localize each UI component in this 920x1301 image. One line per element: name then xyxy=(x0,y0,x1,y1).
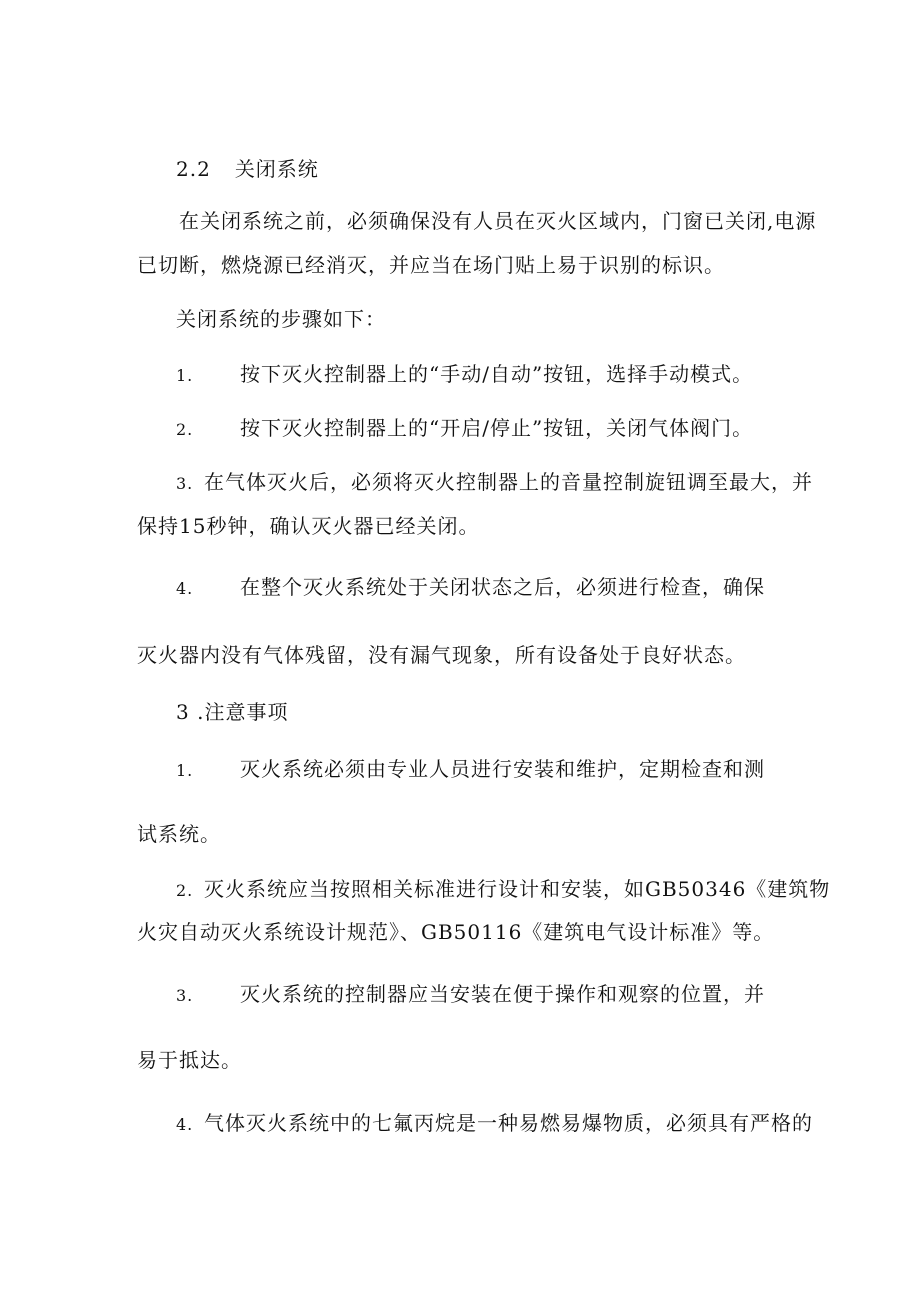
list-item xyxy=(176,876,830,904)
list-item xyxy=(176,415,753,443)
list-item xyxy=(176,756,765,784)
list-number: 3. xyxy=(176,986,194,1005)
list-item xyxy=(176,981,765,1009)
list-number: 4. xyxy=(176,1115,194,1134)
list-text: 按下灭火控制器上的“手动/自动”按钮，选择手动模式。 xyxy=(240,362,754,386)
list-text-continued: 火灾自动灭火系统设计规范》、GB50116《建筑电气设计标准》等。 xyxy=(137,920,775,944)
list-item xyxy=(176,574,765,602)
section-heading-3: 3 .注意事项 xyxy=(176,700,289,724)
list-text-continued: 保持15秒钟，确认灭火器已经关闭。 xyxy=(137,514,480,538)
list-item xyxy=(176,361,753,389)
list-text-continued: 试系统。 xyxy=(137,822,221,846)
list-number: 1. xyxy=(176,366,194,385)
list-number: 1. xyxy=(176,761,194,780)
list-number: 2. xyxy=(176,420,194,439)
list-text: 在气体灭火后，必须将灭火控制器上的音量控制旋钮调至最大，并 xyxy=(204,470,813,494)
list-text-continued: 易于抵达。 xyxy=(137,1048,242,1072)
list-item xyxy=(176,1110,813,1138)
list-text: 按下灭火控制器上的“开启/停止”按钮，关闭气体阀门。 xyxy=(240,416,754,440)
list-item xyxy=(176,469,813,497)
list-text: 灭火系统应当按照相关标准进行设计和安装，如GB50346《建筑物 xyxy=(204,877,831,901)
paragraph-line: 在关闭系统之前，必须确保没有人员在灭火区域内，门窗已关闭,电源 xyxy=(179,209,817,233)
list-text: 灭火系统必须由专业人员进行安装和维护，定期检查和测 xyxy=(240,757,765,781)
list-text-continued: 灭火器内没有气体残留，没有漏气现象，所有设备处于良好状态。 xyxy=(137,643,746,667)
paragraph-line: 已切断，燃烧源已经消灭，并应当在场门贴上易于识别的标识。 xyxy=(137,253,725,277)
section-heading-2-2 xyxy=(176,156,319,182)
list-number: 4. xyxy=(176,579,194,598)
list-text: 在整个灭火系统处于关闭状态之后，必须进行检查，确保 xyxy=(240,575,765,599)
list-number: 3. xyxy=(176,474,194,493)
steps-heading: 关闭系统的步骤如下： xyxy=(176,307,386,331)
list-number: 2. xyxy=(176,881,194,900)
list-text: 气体灭火系统中的七氟丙烷是一种易燃易爆物质，必须具有严格的 xyxy=(204,1111,813,1135)
section-title: 关闭系统 xyxy=(234,157,319,181)
list-text: 灭火系统的控制器应当安装在便于操作和观察的位置，并 xyxy=(240,982,765,1006)
section-number: 2.2 xyxy=(176,157,211,181)
